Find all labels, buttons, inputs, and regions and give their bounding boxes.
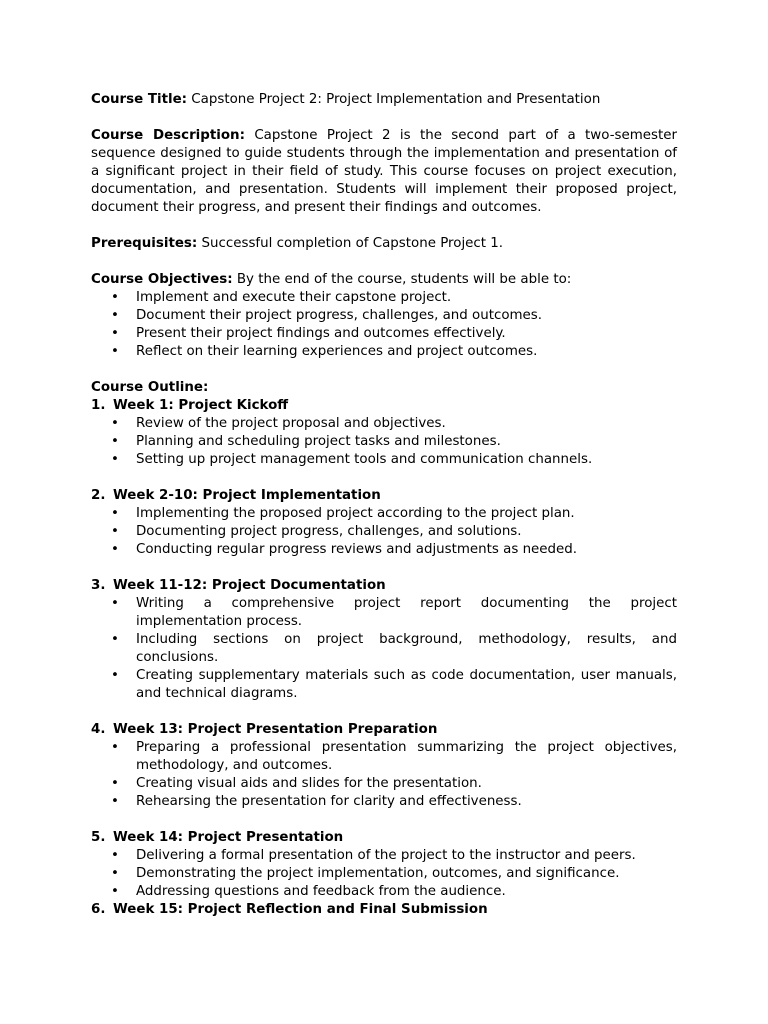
- list-item-text: Preparing a professional presentation summarizing the project objectives, methodology, and outcomes.: [136, 740, 677, 773]
- week-title: Week 11-12: Project Documentation: [113, 578, 386, 593]
- list-item-text: Setting up project management tools and communication channels.: [136, 452, 593, 467]
- list-item-text: Conducting regular progress reviews and adjustments as needed.: [136, 542, 578, 557]
- list-item: • Demonstrating the project implementation, outcomes, and significance.: [111, 866, 620, 881]
- list-item-text: Including sections on project background, methodology, results, and conclusions.: [136, 632, 677, 665]
- course-description: [91, 127, 677, 217]
- list-item-text: Document their project progress, challenges, and outcomes.: [136, 308, 543, 323]
- week-number: 4.: [91, 722, 106, 737]
- list-item: • Documenting project progress, challenges, and solutions.: [111, 524, 522, 539]
- week-heading: [91, 829, 677, 847]
- list-item: • Planning and scheduling project tasks and milestones.: [111, 434, 501, 449]
- list-item: • Rehearsing the presentation for clarity and effectiveness.: [111, 794, 522, 809]
- list-item: • Writing a comprehensive project report documenting the project implementation process.: [111, 596, 677, 629]
- list-item: • Preparing a professional presentation summarizing the project objectives, methodology, and outcomes.: [111, 740, 677, 773]
- week-topics: [91, 415, 677, 469]
- list-item: • Creating supplementary materials such as code documentation, user manuals, and technical diagrams.: [111, 668, 677, 701]
- list-item: • Creating visual aids and slides for the presentation.: [111, 776, 482, 791]
- week-title: Week 2-10: Project Implementation: [113, 488, 381, 503]
- list-item: • Reflect on their learning experiences and project outcomes.: [111, 344, 538, 359]
- list-item: • Review of the project proposal and objectives.: [111, 416, 446, 431]
- prerequisites-label: Prerequisites:: [91, 236, 198, 251]
- week-topics: [91, 847, 677, 901]
- list-item-text: Reflect on their learning experiences and project outcomes.: [136, 344, 538, 359]
- week-heading: [91, 721, 677, 739]
- week-heading: [91, 901, 677, 919]
- course-title: [91, 91, 677, 109]
- list-item-text: Rehearsing the presentation for clarity and effectiveness.: [136, 794, 522, 809]
- list-item-text: Documenting project progress, challenges, and solutions.: [136, 524, 522, 539]
- document-body: [91, 91, 677, 919]
- list-item: • Present their project findings and outcomes effectively.: [111, 326, 506, 341]
- list-item-text: Creating visual aids and slides for the presentation.: [136, 776, 482, 791]
- list-item: • Delivering a formal presentation of the project to the instructor and peers.: [111, 848, 636, 863]
- list-item: • Conducting regular progress reviews and adjustments as needed.: [111, 542, 578, 557]
- week-heading: [91, 487, 677, 505]
- list-item: • Including sections on project background, methodology, results, and conclusions.: [111, 632, 677, 665]
- week-topics: [91, 739, 677, 811]
- week-title: Week 13: Project Presentation Preparation: [113, 722, 438, 737]
- week-number: 3.: [91, 578, 106, 593]
- week-number: 1.: [91, 398, 106, 413]
- week-topics: [91, 505, 677, 559]
- list-item-text: Implementing the proposed project according to the project plan.: [136, 506, 575, 521]
- course-outline-heading: Course Outline:: [91, 380, 209, 395]
- week-title: Week 14: Project Presentation: [113, 830, 344, 845]
- list-item: • Setting up project management tools and communication channels.: [111, 452, 593, 467]
- week-heading: [91, 397, 677, 415]
- list-item: • Implementing the proposed project according to the project plan.: [111, 506, 575, 521]
- week-heading: [91, 577, 677, 595]
- course-title-label: Course Title:: [91, 92, 188, 107]
- list-item: • Addressing questions and feedback from the audience.: [111, 884, 506, 899]
- course-objectives-text: By the end of the course, students will be able to:: [236, 272, 572, 287]
- course-description-label: Course Description:: [91, 128, 245, 143]
- list-item-text: Implement and execute their capstone project.: [136, 290, 452, 305]
- list-item: • Document their project progress, challenges, and outcomes.: [111, 308, 543, 323]
- week-number: 5.: [91, 830, 106, 845]
- course-objectives-label: Course Objectives:: [91, 272, 233, 287]
- week-number: 2.: [91, 488, 106, 503]
- list-item-text: Planning and scheduling project tasks and milestones.: [136, 434, 501, 449]
- prerequisites-text: Successful completion of Capstone Project 1.: [201, 236, 504, 251]
- prerequisites: [91, 235, 677, 253]
- list-item: • Implement and execute their capstone project.: [111, 290, 452, 305]
- course-description-text: Capstone Project 2 is the second part of a two-semester sequence designed to guide students through the implementation and presentation of a significant project in their field of study. This course focuses on project execution, documentation, and presentation. Students will implement their proposed project, document their progress, and present their findings and outcomes.: [91, 128, 677, 215]
- course-objectives: [91, 271, 677, 289]
- list-item-text: Demonstrating the project implementation, outcomes, and significance.: [136, 866, 620, 881]
- list-item-text: Delivering a formal presentation of the project to the instructor and peers.: [136, 848, 636, 863]
- course-title-text: Capstone Project 2: Project Implementation and Presentation: [191, 92, 601, 107]
- week-number: 6.: [91, 902, 106, 917]
- list-item-text: Present their project findings and outcomes effectively.: [136, 326, 506, 341]
- objectives-list: [91, 289, 677, 361]
- list-item-text: Creating supplementary materials such as code documentation, user manuals, and technical diagrams.: [136, 668, 677, 701]
- week-title: Week 1: Project Kickoff: [113, 398, 289, 413]
- week-topics: [91, 595, 677, 703]
- list-item-text: Review of the project proposal and objectives.: [136, 416, 446, 431]
- list-item-text: Writing a comprehensive project report documenting the project implementation process.: [136, 596, 677, 629]
- week-title: Week 15: Project Reflection and Final Submission: [113, 902, 488, 917]
- list-item-text: Addressing questions and feedback from the audience.: [136, 884, 506, 899]
